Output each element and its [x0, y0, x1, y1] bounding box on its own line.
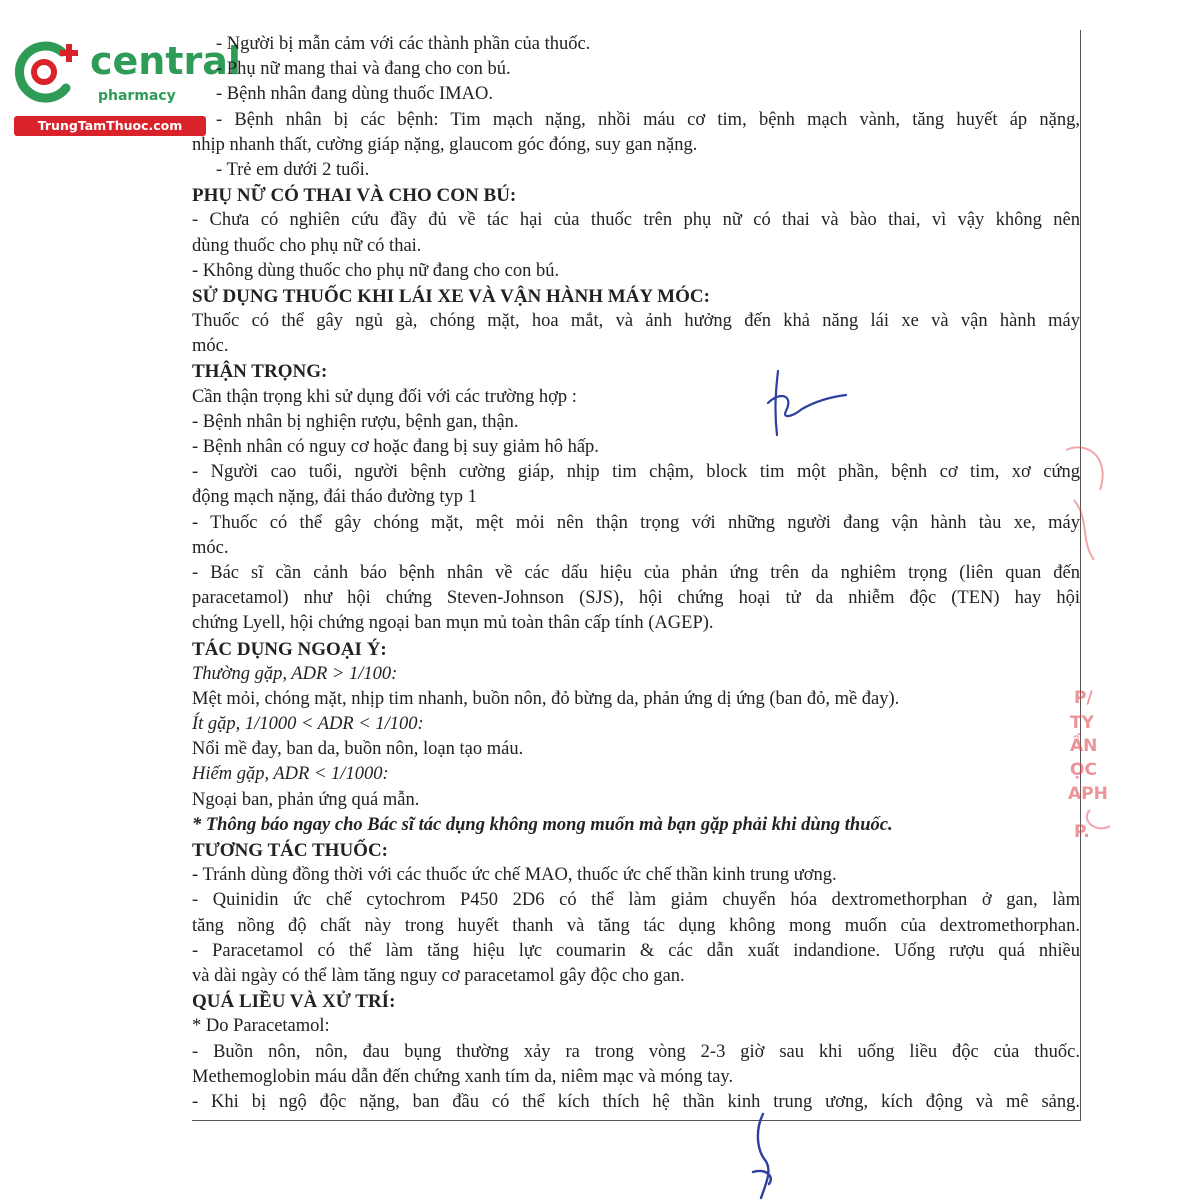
document-text	[192, 32, 1080, 1115]
signature-bottom-mark	[735, 1110, 795, 1200]
section-heading: TƯƠNG TÁC THUỐC:	[192, 840, 389, 861]
stamp-text: ỌC	[1070, 760, 1097, 780]
text-line: - Phụ nữ mang thai và đang cho con bú.	[216, 59, 511, 80]
section-heading: THẬN TRỌNG:	[192, 361, 328, 383]
stamp-text: TY	[1070, 713, 1094, 733]
text-line: Ngoại ban, phản ứng quá mẫn.	[192, 789, 420, 810]
central-logo-icon	[10, 38, 90, 110]
text-line: Mệt mỏi, chóng mặt, nhịp tim nhanh, buồn nôn, đỏ bừng da, phản ứng dị ứng (ban đỏ, mề đay).	[192, 688, 900, 709]
signature-mark	[758, 365, 853, 445]
stamp-text: APH	[1068, 784, 1108, 804]
text-line: dùng thuốc cho phụ nữ có thai.	[192, 235, 422, 256]
frequency-label: Hiếm gặp, ADR < 1/1000:	[192, 764, 389, 785]
text-line: - Người cao tuổi, người bệnh cường giáp, nhịp tim chậm, block tim một phần, bệnh cơ tim, xơ cứng	[192, 462, 1080, 483]
stamp-text: P.	[1074, 822, 1090, 842]
text-line: Thuốc có thể gây ngủ gà, chóng mặt, hoa mắt, và ảnh hưởng đến khả năng lái xe và vận hành máy	[192, 311, 1080, 332]
warning-note: * Thông báo ngay cho Bác sĩ tác dụng không mong muốn mà bạn gặp phải khi dùng thuốc.	[192, 814, 893, 835]
text-line: - Bệnh nhân có nguy cơ hoặc đang bị suy giảm hô hấp.	[192, 437, 599, 457]
text-line: - Tránh dùng đồng thời với các thuốc ức chế MAO, thuốc ức chế thần kinh trung ương.	[192, 865, 837, 886]
brand-name: central	[90, 39, 241, 83]
text-line: móc.	[192, 537, 229, 558]
text-line: - Bệnh nhân bị nghiện rượu, bệnh gan, thận.	[192, 411, 519, 432]
section-heading: QUÁ LIỀU VÀ XỬ TRÍ:	[192, 991, 396, 1013]
frequency-label: Ít gặp, 1/1000 < ADR < 1/100:	[192, 714, 424, 735]
text-line: - Bác sĩ cần cảnh báo bệnh nhân về các dấu hiệu của phản ứng trên da nghiêm trọng (liên quan đến	[192, 562, 1080, 583]
stamp-text: ẦN	[1070, 736, 1098, 756]
section-heading: TÁC DỤNG NGOẠI Ý:	[192, 638, 387, 660]
text-line: tăng nồng độ chất này trong huyết thanh và tăng tác dụng không mong muốn của dextromethorphan.	[192, 915, 1080, 936]
text-line: - Paracetamol có thể làm tăng hiệu lực coumarin & các dẫn xuất indandione. Uống rượu quá nhiều	[192, 940, 1080, 961]
text-line: Nổi mề đay, ban da, buồn nôn, loạn tạo máu.	[192, 739, 524, 760]
section-heading: SỬ DỤNG THUỐC KHI LÁI XE VÀ VẬN HÀNH MÁY MÓC:	[192, 285, 710, 307]
text-line: móc.	[192, 336, 229, 357]
text-line: và dài ngày có thể làm tăng nguy cơ paracetamol gây độc cho gan.	[192, 965, 685, 986]
frequency-label: Thường gặp, ADR > 1/100:	[192, 663, 398, 684]
text-line: - Trẻ em dưới 2 tuổi.	[216, 159, 370, 180]
central-pharmacy-logo	[10, 38, 241, 138]
text-line: - Người bị mẫn cảm với các thành phần của thuốc.	[216, 34, 591, 54]
text-line: paracetamol) như hội chứng Steven-Johnson (SJS), hội chứng hoại tử da nhiễm độc (TEN) hay hội	[192, 588, 1080, 609]
section-heading: PHỤ NỮ CÓ THAI VÀ CHO CON BÚ:	[192, 185, 517, 207]
text-line: - Buồn nôn, nôn, đau bụng thường xảy ra trong vòng 2-3 giờ sau khi uống liều độc của thuốc.	[192, 1041, 1080, 1062]
text-line: chứng Lyell, hội chứng ngoại ban mụn mủ toàn thân cấp tính (AGEP).	[192, 613, 714, 634]
text-line: - Quinidin ức chế cytochrom P450 2D6 có thể làm giảm chuyển hóa dextromethorphan ở gan, làm	[192, 890, 1080, 911]
text-line: - Thuốc có thể gây chóng mặt, mệt mỏi nên thận trọng với những người đang vận hành tàu xe, máy	[192, 512, 1080, 533]
text-line: nhịp nhanh thất, cường giáp nặng, glaucom góc đóng, suy gan nặng.	[192, 134, 698, 155]
text-line: - Chưa có nghiên cứu đầy đủ về tác hại của thuốc trên phụ nữ có thai và bào thai, vì vậy không nên	[192, 210, 1080, 231]
brand-tagline: pharmacy	[98, 88, 176, 104]
text-line: - Bệnh nhân bị các bệnh: Tim mạch nặng, nhồi máu cơ tim, bệnh mạch vành, tăng huyết áp nặng,	[216, 109, 1080, 130]
brand-site-badge: TrungTamThuoc.com	[14, 116, 206, 136]
text-line: * Do Paracetamol:	[192, 1016, 330, 1037]
text-line: - Không dùng thuốc cho phụ nữ đang cho con bú.	[192, 260, 560, 281]
text-line: Cần thận trọng khi sử dụng đối với các trường hợp :	[192, 386, 577, 407]
stamp-text: P/	[1074, 688, 1093, 708]
text-line: Methemoglobin máu dẫn đến chứng xanh tím da, niêm mạc và móng tay.	[192, 1066, 734, 1087]
document-page	[192, 30, 1081, 1121]
company-stamp	[1060, 430, 1200, 850]
text-line: - Bệnh nhân đang dùng thuốc IMAO.	[216, 84, 493, 105]
text-line: động mạch nặng, đái tháo đường typ 1	[192, 487, 477, 508]
text-line: - Khi bị ngộ độc nặng, ban đầu có thể kích thích hệ thần kinh trung ương, kích động và mê sảng.	[192, 1091, 1080, 1112]
